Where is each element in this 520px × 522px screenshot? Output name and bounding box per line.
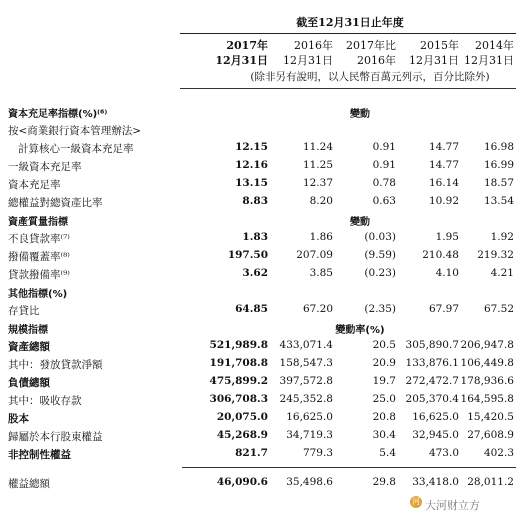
row-label: 非控制性權益 [8,449,71,461]
total-separator-rule [182,467,516,468]
table-cell: 106,449.8 [460,357,514,369]
column-header-year: 2016年 [294,39,333,52]
header-bottom-rule [180,88,516,89]
change-column-label: 變動 [350,109,370,120]
table-cell: 67.97 [428,303,459,315]
table-cell: 29.8 [372,476,396,488]
row-label: 撥備覆蓋率⁽⁸⁾ [8,251,70,263]
table-cell: (0.03) [364,231,396,243]
unit-note: (除非另有說明，以人民幣百萬元列示，百分比除外) [250,71,490,83]
section-header-row [0,212,520,230]
table-cell: 205,370.4 [405,393,459,405]
table-cell: 0.78 [372,177,396,189]
table-cell: 272,472.7 [405,375,459,387]
table-row [0,428,520,446]
table-cell: 210.48 [422,249,459,261]
row-label: 其他指標(%) [8,289,68,300]
table-cell: (9.59) [364,249,396,261]
row-label: 規模指標 [8,325,48,336]
table-cell: 14.77 [428,159,459,171]
table-cell: 32,945.0 [412,429,459,441]
table-row [0,392,520,410]
table-cell: 3.62 [242,267,268,279]
table-cell: 16,625.0 [412,411,459,423]
table-cell: 67.20 [302,303,333,315]
table-cell: 13.54 [483,195,514,207]
header-rule [180,33,516,34]
table-row [0,374,520,392]
table-cell: 0.91 [372,141,396,153]
row-label: 權益總額 [8,478,50,490]
table-cell: 1.86 [309,231,333,243]
column-header-4 [409,38,459,68]
table-cell: 67.52 [483,303,514,315]
table-cell: 133,876.1 [405,357,459,369]
table-cell: 16,625.0 [286,411,333,423]
table-cell: 178,936.6 [460,375,514,387]
table-row [0,410,520,428]
table-cell: 3.85 [309,267,333,279]
table-cell: 18.57 [483,177,514,189]
row-label: 存貸比 [8,305,40,317]
table-cell: 8.20 [309,195,333,207]
table-cell: 433,071.4 [279,339,333,351]
table-cell: 397,572.8 [279,375,333,387]
column-header-year: 2017年 [226,39,268,52]
table-cell: 197.50 [227,249,268,261]
row-label: 資本充足率指標(%)⁽⁶⁾ [8,109,108,120]
column-header-year: 2017年比 [346,39,396,52]
table-row [0,475,520,493]
table-cell: 19.7 [372,375,396,387]
table-row [0,446,520,464]
row-label: 歸屬於本行股東權益 [8,431,103,443]
table-cell: 20,075.0 [216,411,268,423]
table-cell: 207.09 [296,249,333,261]
table-cell: (0.23) [364,267,396,279]
column-header-date: 2016年 [357,54,396,67]
table-cell: 158,547.3 [279,357,333,369]
column-header-3 [346,38,396,68]
table-row [0,158,520,176]
table-cell: 0.63 [372,195,396,207]
table-row [0,338,520,356]
row-label: 總權益對總資產比率 [8,197,103,209]
table-cell: 46,090.6 [216,476,268,488]
row-label: 一級資本充足率 [8,161,82,173]
table-row [0,266,520,284]
table-cell: 305,890.7 [405,339,459,351]
column-header-date: 12月31日 [215,54,268,67]
table-cell: 12.16 [235,159,268,171]
row-label: 負債總額 [8,377,50,389]
table-cell: 1.95 [435,231,459,243]
table-cell: 27,608.9 [467,429,514,441]
table-cell: 11.25 [302,159,333,171]
column-header-date: 12月31日 [409,54,459,67]
table-cell: 16.99 [483,159,514,171]
table-cell: 1.83 [242,231,268,243]
row-label: 股本 [8,413,29,425]
row-label: 資產質量指標 [8,217,68,228]
table-cell: 33,418.0 [412,476,459,488]
column-header-year: 2014年 [475,39,514,52]
table-cell: 475,899.2 [209,375,268,387]
table-row [0,140,520,158]
row-label: 資本充足率 [8,179,61,191]
row-label: 不良貸款率⁽⁷⁾ [8,233,70,245]
table-cell: 45,268.9 [216,429,268,441]
table-cell: 34,719.3 [286,429,333,441]
table-cell: 16.14 [428,177,459,189]
table-cell: 10.92 [428,195,459,207]
column-header-1 [215,38,268,68]
table-row [0,356,520,374]
column-header-date: 12月31日 [464,54,514,67]
row-label: 其中：吸收存款 [8,395,82,407]
column-header-5 [464,38,514,68]
table-cell: 4.10 [435,267,459,279]
table-cell: 12.37 [302,177,333,189]
table-cell: (2.35) [364,303,396,315]
table-cell: 12.15 [235,141,268,153]
table-cell: 20.5 [372,339,396,351]
table-row [0,302,520,320]
table-cell: 11.24 [302,141,333,153]
table-cell: 821.7 [235,447,268,459]
table-cell: 521,989.8 [209,339,268,351]
row-label: 其中：發放貸款淨額 [8,359,103,371]
table-cell: 473.0 [428,447,459,459]
table-cell: 164,595.8 [460,393,514,405]
table-cell: 20.8 [372,411,396,423]
table-cell: 402.3 [483,447,514,459]
table-cell: 14.77 [428,141,459,153]
column-header-year: 2015年 [420,39,459,52]
table-cell: 15,420.5 [467,411,514,423]
table-cell: 245,352.8 [279,393,333,405]
watermark-text: 大河财立方 [425,499,480,512]
row-label: 計算核心一級資本充足率 [18,143,134,155]
row-label: 資產總額 [8,341,50,353]
table-cell: 8.83 [242,195,268,207]
row-label: 貸款撥備率⁽⁹⁾ [8,269,70,281]
table-cell: 0.91 [372,159,396,171]
table-cell: 35,498.6 [286,476,333,488]
column-header-2 [283,38,333,68]
table-cell: 13.15 [235,177,268,189]
watermark-logo-icon: 河 [412,497,420,506]
table-row [0,176,520,194]
table-cell: 5.4 [379,447,396,459]
change-column-label: 變動 [350,217,370,228]
table-row [0,230,520,248]
table-cell: 206,947.8 [460,339,514,351]
table-cell: 30.4 [372,429,396,441]
table-cell: 306,708.3 [209,393,268,405]
table-cell: 779.3 [302,447,333,459]
table-cell: 1.92 [490,231,514,243]
row-label: 按<商業銀行資本管理辦法> [8,125,142,137]
section-header-row [0,284,520,302]
table-cell: 4.21 [490,267,514,279]
change-column-label: 變動率(%) [335,325,385,336]
table-cell: 16.98 [483,141,514,153]
table-cell: 25.0 [372,393,396,405]
table-row [0,122,520,140]
table-cell: 191,708.8 [209,357,268,369]
table-cell: 64.85 [235,303,268,315]
table-row [0,248,520,266]
period-header: 截至12月31日止年度 [296,16,404,29]
column-header-date: 12月31日 [283,54,333,67]
table-cell: 219.32 [477,249,514,261]
table-cell: 20.9 [372,357,396,369]
table-cell: 28,011.2 [467,476,514,488]
section-header-row [0,320,520,338]
table-row [0,194,520,212]
section-header-row [0,104,520,122]
